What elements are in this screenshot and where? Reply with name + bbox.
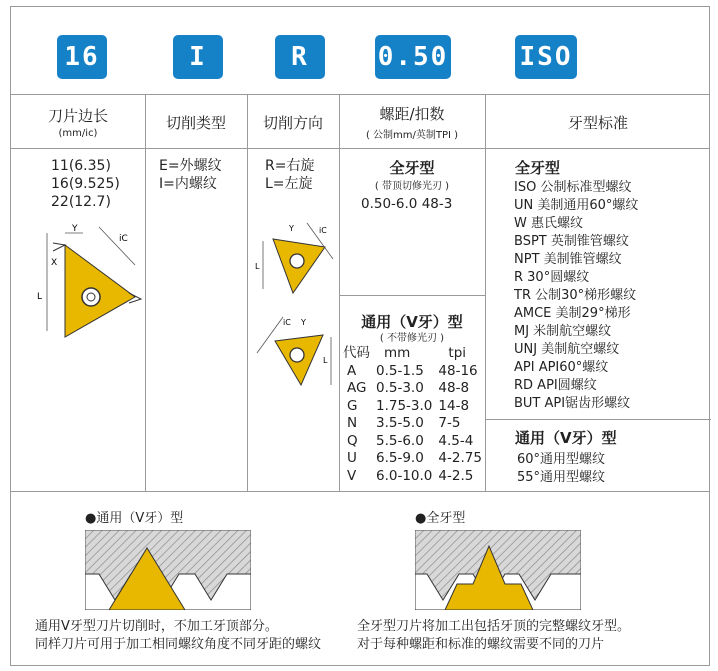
row-code: G	[347, 397, 358, 414]
col-tpi: tpi	[448, 345, 467, 361]
row-code: V	[347, 467, 357, 484]
list-item: 60°通用型螺纹	[517, 452, 606, 467]
v-profile-caption-line2: 同样刀片可用于加工相同螺纹角度不同牙距的螺纹	[35, 637, 322, 652]
header-size-title: 刀片边长	[47, 107, 108, 125]
row-tpi: 4.5-4	[438, 432, 474, 449]
list-item: R 30°圆螺纹	[514, 270, 590, 285]
code-direction: R	[275, 35, 325, 79]
header-size-sub: (mm/ic)	[58, 128, 98, 139]
row-mm: 6.0-10.0	[376, 467, 433, 484]
label-l: L	[37, 292, 43, 302]
row-mm: 6.5-9.0	[376, 450, 424, 466]
pitch-divider	[339, 295, 485, 296]
header-type	[145, 95, 247, 149]
label-l: L	[255, 262, 260, 271]
col-code: 代码	[343, 345, 370, 361]
list-item: BUT API锯齿形螺纹	[514, 396, 631, 411]
list-item: ISO 公制标准型螺纹	[514, 180, 632, 195]
row-mm: 5.5-6.0	[376, 432, 424, 449]
header-direction	[247, 95, 339, 149]
full-profile-range: 0.50-6.0 48-3	[361, 196, 453, 212]
row-mm: 0.5-1.5	[376, 362, 424, 379]
profile-illustrations	[11, 491, 709, 667]
v-profile-title: 通用（V牙）型	[361, 313, 463, 331]
row-code: A	[347, 362, 357, 379]
type-list	[159, 157, 222, 193]
header-pitch	[339, 95, 485, 149]
col-mm: mm	[384, 345, 411, 361]
list-item: 55°通用型螺纹	[517, 470, 606, 485]
v-profile-note: ( 不带修光刃 )	[379, 333, 445, 344]
row-tpi: 14-8	[438, 397, 470, 414]
code-standard: ISO	[515, 35, 577, 79]
label-y: Y	[301, 318, 306, 327]
row-tpi: 48-8	[438, 380, 470, 396]
standard-divider	[485, 419, 711, 420]
header-standard-title: 牙型标准	[567, 113, 628, 132]
table-row	[343, 433, 488, 451]
header-type-title: 切削类型	[165, 113, 226, 132]
row-tpi: 48-16	[438, 362, 478, 379]
full-profile-note: ( 带顶切修光刃 )	[374, 181, 450, 192]
size-item: 11(6.35)	[51, 158, 111, 174]
list-item: API API60°螺纹	[514, 360, 609, 375]
standards-v-list	[517, 451, 605, 487]
v-profile-table	[343, 345, 488, 485]
direction-item: R=右旋	[265, 158, 315, 174]
list-item: UN 美制通用60°螺纹	[514, 198, 639, 213]
row-code: N	[347, 415, 358, 431]
full-profile-caption-line2: 对于每种螺距和标准的螺纹需要不同的刀片	[357, 637, 605, 652]
size-item: 16(9.525)	[51, 176, 120, 192]
row-tpi: 7-5	[438, 415, 461, 431]
code-row	[11, 7, 709, 95]
header-size	[11, 95, 145, 149]
list-item: RD API圆螺纹	[514, 378, 597, 393]
left-hand-insert-diagram	[253, 313, 337, 393]
list-item: MJ 米制航空螺纹	[514, 324, 612, 339]
row-code: Q	[347, 432, 358, 449]
full-profile-title: 全牙型	[389, 159, 435, 177]
direction-list	[265, 157, 314, 193]
row-tpi: 4-2.5	[438, 467, 474, 484]
list-item: AMCE 美制29°梯形	[514, 306, 631, 321]
list-item: NPT 美制锥管螺纹	[514, 252, 622, 267]
col-divider	[145, 95, 146, 491]
insert-code-chart	[10, 6, 710, 666]
list-item: TR 公制30°梯形螺纹	[514, 288, 637, 303]
type-item: I=内螺纹	[159, 176, 217, 192]
full-profile-thread-illustration	[415, 530, 581, 610]
label-x: X	[51, 258, 58, 268]
header-direction-title: 切削方向	[262, 113, 323, 132]
table-row	[343, 363, 488, 381]
size-item: 22(12.7)	[51, 194, 111, 210]
table-row	[343, 468, 488, 486]
header-row	[11, 95, 709, 149]
code-type: I	[173, 35, 223, 79]
standards-full-list	[514, 179, 638, 413]
row-mm: 0.5-3.0	[376, 380, 424, 396]
row-tpi: 4-2.75	[438, 450, 482, 466]
table-row	[343, 415, 488, 433]
list-item: W 惠氏螺纹	[514, 216, 583, 231]
table-header-row	[343, 345, 488, 363]
v-profile-thread-illustration	[85, 530, 251, 610]
col-divider	[247, 95, 248, 491]
row-code: U	[347, 450, 357, 466]
right-hand-insert-diagram	[253, 219, 337, 299]
table-row	[343, 398, 488, 416]
table-row	[343, 380, 488, 398]
triangle-insert-diagram	[25, 219, 143, 339]
v-profile-caption-line1: 通用V牙型刀片切削时，不加工牙顶部分。	[35, 619, 278, 634]
col-divider	[339, 95, 340, 491]
row-mm: 1.75-3.0	[376, 397, 433, 414]
code-size: 16	[57, 35, 107, 79]
direction-item: L=左旋	[265, 176, 313, 192]
label-y: Y	[72, 224, 78, 234]
label-l: L	[323, 356, 328, 365]
row-code: AG	[347, 380, 367, 396]
row-mm: 3.5-5.0	[376, 415, 424, 431]
full-profile-caption-line1: 全牙型刀片将加工出包括牙顶的完整螺纹牙型。	[357, 619, 631, 634]
v-profile-illustration-title: ●通用（V牙）型	[85, 511, 184, 526]
label-ic: iC	[283, 318, 291, 327]
label-ic: iC	[119, 234, 128, 244]
label-ic: iC	[319, 226, 327, 235]
type-item: E=外螺纹	[159, 158, 222, 174]
table-row	[343, 450, 488, 468]
header-pitch-sub: ( 公制mm/英制TPI )	[365, 130, 459, 141]
header-pitch-title: 螺距/扣数	[379, 105, 445, 123]
size-list	[51, 157, 120, 211]
header-standard	[485, 95, 711, 149]
list-item: UNJ 美制航空螺纹	[514, 342, 620, 357]
full-profile-illustration-title: ●全牙型	[415, 511, 466, 526]
label-y: Y	[289, 224, 294, 233]
standards-v-title: 通用（V牙）型	[515, 429, 617, 447]
standards-full-title: 全牙型	[515, 159, 561, 177]
list-item: BSPT 英制锥管螺纹	[514, 234, 629, 249]
code-pitch: 0.50	[375, 35, 451, 79]
